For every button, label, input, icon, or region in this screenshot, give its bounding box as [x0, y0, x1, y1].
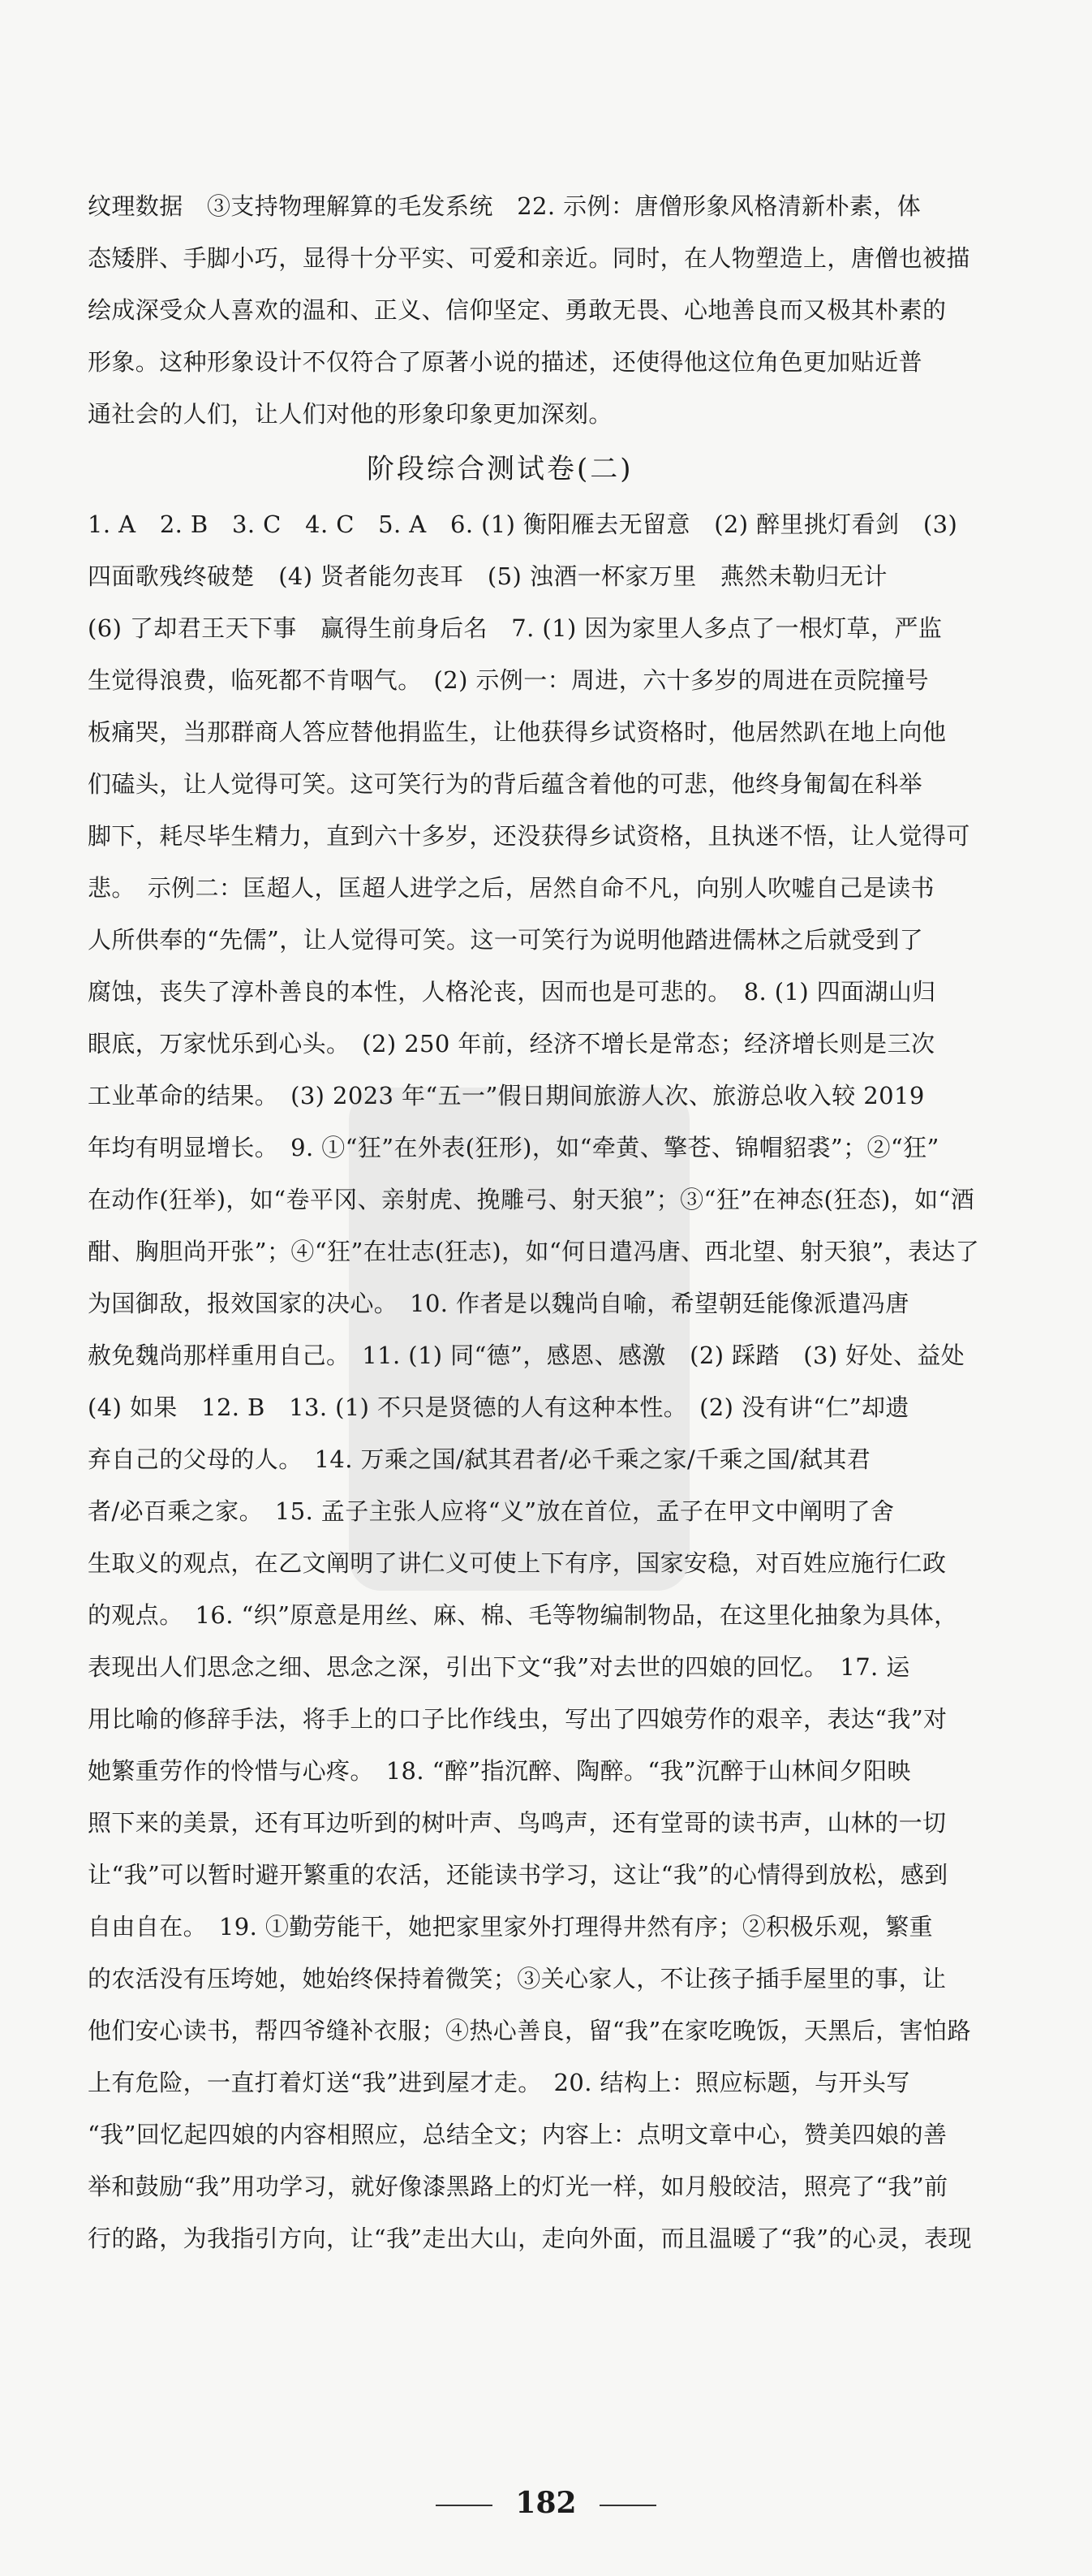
text-line: “我”回忆起四娘的内容相照应，总结全文；内容上：点明文章中心，赞美四娘的善	[88, 2121, 948, 2148]
text-line: 悲。 示例二：匡超人，匡超人进学之后，居然自命不凡，向别人吹嘘自己是读书	[88, 874, 935, 902]
text-line: 绘成深受众人喜欢的温和、正义、信仰坚定、勇敢无畏、心地善良而又极其朴素的	[88, 296, 947, 324]
text-line: 弃自己的父母的人。 14. 万乘之国/弑其君者/必千乘之家/千乘之国/弑其君	[88, 1445, 871, 1473]
text-line: 脚下，耗尽毕生精力，直到六十多岁，还没获得乡试资格，且执迷不悟，让人觉得可	[88, 822, 970, 850]
text-line: 的农活没有压垮她，她始终保持着微笑；③关心家人，不让孩子插手屋里的事，让	[88, 1965, 947, 1992]
text-line: 表现出人们思念之细、思念之深，引出下文“我”对去世的四娘的回忆。 17. 运	[88, 1653, 910, 1681]
text-line: 为国御敌，报效国家的决心。 10. 作者是以魏尚自喻，希望朝廷能像派遣冯唐	[88, 1290, 909, 1317]
text-line: 工业革命的结果。 (3) 2023 年“五一”假日期间旅游人次、旅游总收入较 2019	[88, 1082, 925, 1109]
text-line: 态矮胖、手脚小巧，显得十分平实、可爱和亲近。同时，在人物塑造上，唐僧也被描	[88, 244, 970, 272]
page-number-footer	[0, 2479, 1092, 2527]
text-line: (4) 如果 12. B 13. (1) 不只是贤德的人有这种本性。 (2) 没有讲“仁”却遗	[88, 1394, 909, 1421]
page-number: 182	[515, 2486, 577, 2520]
text-line: 年均有明显增长。 9. ①“狂”在外表(狂形)，如“牵黄、擎苍、锦帽貂裘”；②“狂”	[88, 1134, 939, 1161]
text-line: 板痛哭，当那群商人答应替他捐监生，让他获得乡试资格时，他居然趴在地上向他	[88, 718, 947, 746]
text-line: 举和鼓励“我”用功学习，就好像漆黑路上的灯光一样，如月般皎洁，照亮了“我”前	[88, 2173, 948, 2200]
text-line: 们磕头，让人觉得可笑。这可笑行为的背后蕴含着他的可悲，他终身匍匐在科举	[88, 770, 923, 798]
text-line: 通社会的人们，让人们对他的形象印象更加深刻。	[88, 400, 613, 428]
text-line: 生觉得浪费，临死都不肯咽气。 (2) 示例一：周进，六十多岁的周进在贡院撞号	[88, 666, 929, 694]
section-title: 阶段综合测试卷(二)	[367, 453, 634, 485]
text-line: 赦免魏尚那样重用自己。 11. (1) 同“德”，感恩、感激 (2) 踩踏 (3) 好处、益处	[88, 1342, 965, 1369]
text-line: 纹理数据 ③支持物理解算的毛发系统 22. 示例：唐僧形象风格清新朴素，体	[88, 192, 922, 220]
text-line: 生取义的观点，在乙文阐明了讲仁义可使上下有序，国家安稳，对百姓应施行仁政	[88, 1549, 947, 1577]
text-line: 上有危险，一直打着灯送“我”进到屋才走。 20. 结构上：照应标题，与开头写	[88, 2069, 910, 2096]
text-line: 四面歌残终破楚 (4) 贤者能勿丧耳 (5) 浊酒一杯家万里 燕然未勒归无计	[88, 562, 888, 590]
text-line: 酣、胸胆尚开张”；④“狂”在壮志(狂志)，如“何日遣冯唐、西北望、射天狼”，表达了	[88, 1238, 980, 1265]
text-line: 照下来的美景，还有耳边听到的树叶声、鸟鸣声，还有堂哥的读书声，山林的一切	[88, 1809, 947, 1837]
text-line: 者/必百乘之家。 15. 孟子主张人应将“义”放在首位，孟子在甲文中阐明了舍	[88, 1497, 895, 1525]
footer-left-dash	[436, 2505, 492, 2506]
text-line: 她繁重劳作的怜惜与心疼。 18. “醉”指沉醉、陶醉。“我”沉醉于山林间夕阳映	[88, 1757, 911, 1785]
text-line: 行的路，为我指引方向，让“我”走出大山，走向外面，而且温暖了“我”的心灵，表现	[88, 2225, 972, 2252]
answer-text-body	[88, 180, 1092, 2264]
text-line: 腐蚀，丧失了淳朴善良的本性，人格沦丧，因而也是可悲的。 8. (1) 四面湖山归	[88, 978, 936, 1006]
text-line: 让“我”可以暂时避开繁重的农活，还能读书学习，这让“我”的心情得到放松，感到	[88, 1861, 948, 1889]
text-line: 自由自在。 19. ①勤劳能干，她把家里家外打理得井然有序；②积极乐观，繁重	[88, 1913, 934, 1941]
text-line: 人所供奉的“先儒”，让人觉得可笑。这一可笑行为说明他踏进儒林之后就受到了	[88, 926, 924, 954]
text-line: 在动作(狂举)，如“卷平冈、亲射虎、挽雕弓、射天狼”；③“狂”在神态(狂态)，如“酒	[88, 1186, 975, 1213]
text-line: 1. A 2. B 3. C 4. C 5. A 6. (1) 衡阳雁去无留意 (2) 醉里挑灯看剑 (3)	[88, 510, 958, 538]
footer-right-dash	[600, 2505, 656, 2506]
text-line: 他们安心读书，帮四爷缝补衣服；④热心善良，留“我”在家吃晚饭，天黑后，害怕路	[88, 2017, 971, 2044]
text-line: (6) 了却君王天下事 赢得生前身后名 7. (1) 因为家里人多点了一根灯草，严监	[88, 614, 943, 642]
text-line: 眼底，万家忧乐到心头。 (2) 250 年前，经济不增长是常态；经济增长则是三次	[88, 1030, 935, 1058]
text-line: 形象。这种形象设计不仅符合了原著小说的描述，还使得他这位角色更加贴近普	[88, 348, 923, 376]
text-line: 的观点。 16. “织”原意是用丝、麻、棉、毛等物编制物品，在这里化抽象为具体，	[88, 1601, 958, 1629]
text-line: 用比喻的修辞手法，将手上的口子比作线虫，写出了四娘劳作的艰辛，表达“我”对	[88, 1705, 948, 1733]
